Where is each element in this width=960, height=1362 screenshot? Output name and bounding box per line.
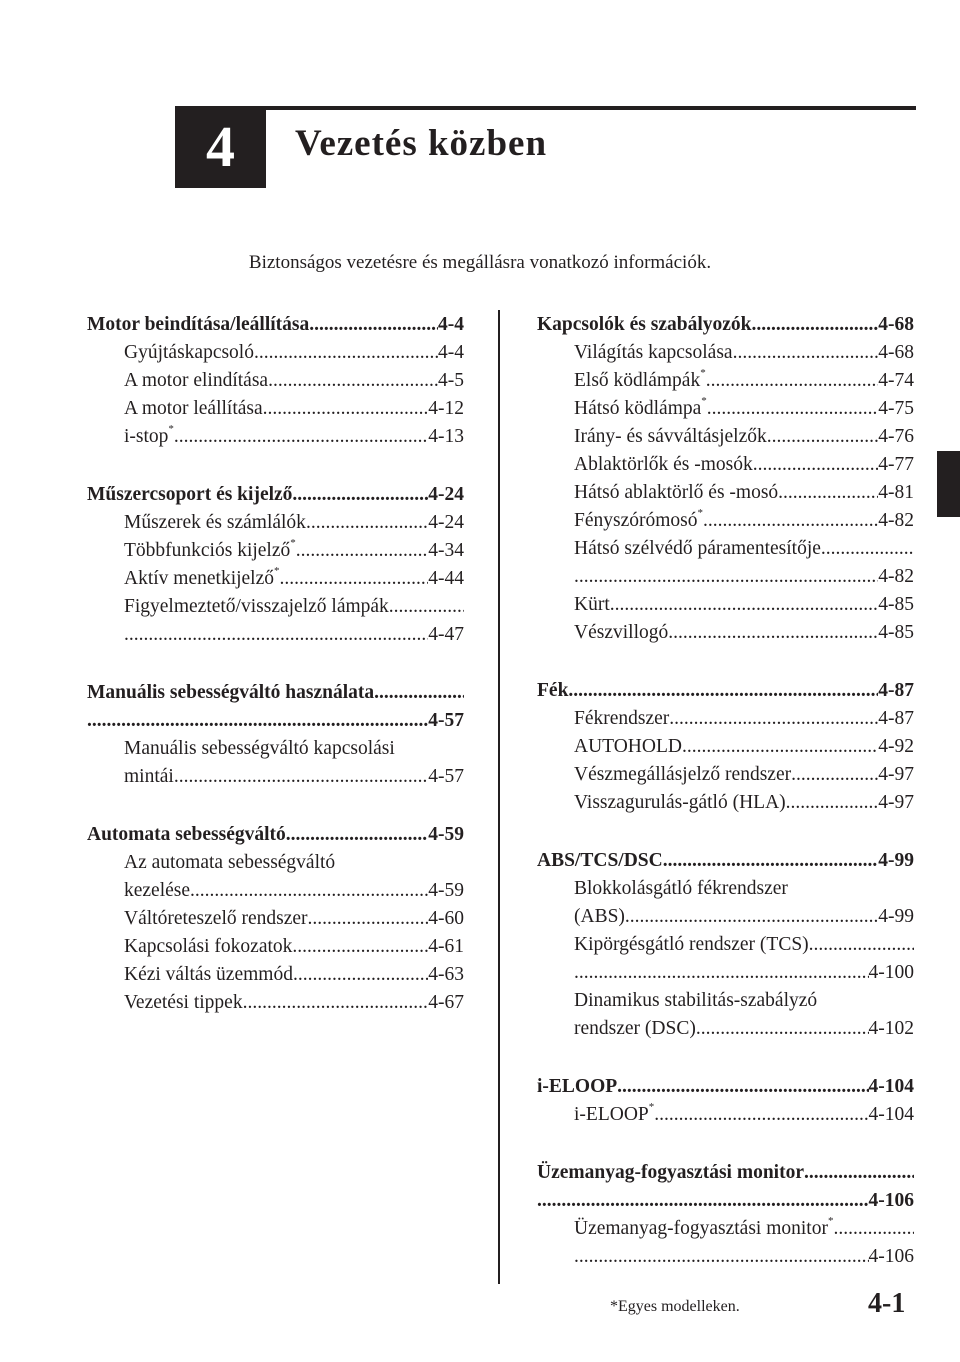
toc-section-fuel-monitor[interactable]: Üzemanyag-fogyasztási monitor ..... [537, 1159, 914, 1187]
toc-entry[interactable]: Ablaktörlők és -mosók ..... 4-77 [537, 451, 914, 479]
toc-section-manualis[interactable]: Manuális sebességváltó használata ..... [87, 679, 464, 707]
toc-entry[interactable]: Manuális sebességváltó kapcsolási [124, 738, 395, 759]
chapter-title: Vezetés közben [295, 123, 548, 164]
footnote-text: *Egyes modelleken. [610, 1298, 740, 1315]
chapter-number-box [175, 106, 266, 188]
toc-section-motor[interactable]: Motor beindítása/leállítása ..... 4-4 [87, 311, 464, 339]
toc-section-automata[interactable]: Automata sebességváltó ..... 4-59 [87, 821, 464, 849]
toc-entry[interactable]: A motor elindítása ..... 4-5 [87, 367, 464, 395]
toc-entry-continuation[interactable]: kezelése ..... 4-59 [87, 877, 464, 905]
toc-entry[interactable]: Az automata sebességváltó [124, 852, 336, 873]
footnote-mark: * [274, 565, 280, 577]
chapter-number: 4 [206, 114, 235, 179]
column-divider [498, 310, 500, 1284]
footnote-mark: * [827, 1215, 834, 1227]
toc-entry[interactable]: Figyelmeztető/visszajelző lámpák ..... [87, 593, 464, 621]
toc-entry-continuation[interactable]: mintái ..... 4-57 [87, 763, 464, 791]
toc-section-fuel-monitor-continuation[interactable]: ..... 4-106 [537, 1187, 914, 1215]
toc-entry[interactable]: Irány- és sávváltásjelzők ..... 4-76 [537, 423, 914, 451]
toc-entry[interactable]: Kürt ..... 4-85 [537, 591, 914, 619]
toc-entry[interactable]: Üzemanyag-fogyasztási monitor* ..... [537, 1215, 914, 1243]
toc-entry-continuation[interactable]: (ABS) ..... 4-99 [537, 903, 914, 931]
chapter-side-tab [937, 451, 960, 517]
toc-section-muszercsoport[interactable]: Műszercsoport és kijelző ..... 4-24 [87, 481, 464, 509]
toc-entry[interactable]: Blokkolásgátló fékrendszer [574, 878, 788, 899]
toc-entry[interactable]: i-stop* ..... 4-13 [87, 423, 464, 451]
toc-entry[interactable]: Műszerek és számlálók ..... 4-24 [87, 509, 464, 537]
toc-entry-continuation[interactable]: ..... 4-47 [87, 621, 464, 649]
toc-entry[interactable]: Hátsó ködlámpa* ..... 4-75 [537, 395, 914, 423]
footnote-mark: * [700, 367, 706, 379]
toc-entry[interactable]: AUTOHOLD ..... 4-92 [537, 733, 914, 761]
toc-entry-continuation[interactable]: ..... 4-106 [537, 1243, 914, 1271]
footnote-mark: * [168, 423, 174, 435]
toc-entry[interactable]: Hátsó ablaktörlő és -mosó ..... 4-81 [537, 479, 914, 507]
toc-right-column [537, 311, 914, 1271]
toc-entry[interactable]: Hátsó szélvédő páramentesítője ..... [537, 535, 914, 563]
toc-entry[interactable]: Visszagurulás-gátló (HLA) ..... 4-97 [537, 789, 914, 817]
toc-entry[interactable]: Vészmegállásjelző rendszer ..... 4-97 [537, 761, 914, 789]
page-number: 4-1 [868, 1288, 906, 1319]
toc-entry-continuation[interactable]: rendszer (DSC) ..... 4-102 [537, 1015, 914, 1043]
toc-entry[interactable]: A motor leállítása ..... 4-12 [87, 395, 464, 423]
toc-entry-continuation[interactable]: ..... 4-100 [537, 959, 914, 987]
chapter-subtitle: Biztonságos vezetésre és megállásra vonatkozó információk. [248, 252, 712, 273]
footnote-mark: * [290, 537, 296, 549]
toc-entry[interactable]: Világítás kapcsolása ..... 4-68 [537, 339, 914, 367]
toc-section-manualis-continuation[interactable]: ..... 4-57 [87, 707, 464, 735]
footnote-mark: * [648, 1101, 655, 1113]
toc-section-kapcsolok[interactable]: Kapcsolók és szabályozók ..... 4-68 [537, 311, 914, 339]
toc-entry[interactable]: Kézi váltás üzemmód ..... 4-63 [87, 961, 464, 989]
toc-section-abs-tcs-dsc[interactable]: ABS/TCS/DSC ..... 4-99 [537, 847, 914, 875]
footnote-mark: * [701, 395, 707, 407]
toc-entry[interactable]: Vészvillogó ..... 4-85 [537, 619, 914, 647]
toc-entry[interactable]: Fékrendszer ..... 4-87 [537, 705, 914, 733]
toc-entry[interactable]: Vezetési tippek ..... 4-67 [87, 989, 464, 1017]
toc-section-i-eloop[interactable]: i-ELOOP ..... 4-104 [537, 1073, 914, 1101]
toc-entry[interactable]: i-ELOOP* ..... 4-104 [537, 1101, 914, 1129]
toc-entry[interactable]: Aktív menetkijelző* ..... 4-44 [87, 565, 464, 593]
toc-section-fek[interactable]: Fék ..... 4-87 [537, 677, 914, 705]
toc-entry[interactable]: Fényszórómosó* ..... 4-82 [537, 507, 914, 535]
toc-entry[interactable]: Kipörgésgátló rendszer (TCS) ..... [537, 931, 914, 959]
toc-entry[interactable]: Többfunkciós kijelző* ..... 4-34 [87, 537, 464, 565]
footnote-mark: * [697, 507, 703, 519]
header-rule [266, 106, 916, 110]
toc-entry-continuation[interactable]: ..... 4-82 [537, 563, 914, 591]
toc-entry[interactable]: Váltóreteszelő rendszer ..... 4-60 [87, 905, 464, 933]
toc-entry[interactable]: Dinamikus stabilitás-szabályzó [574, 990, 818, 1011]
toc-entry[interactable]: Első ködlámpák* ..... 4-74 [537, 367, 914, 395]
toc-entry[interactable]: Gyújtáskapcsoló ..... 4-4 [87, 339, 464, 367]
toc-left-column [87, 311, 464, 1017]
toc-entry[interactable]: Kapcsolási fokozatok ..... 4-61 [87, 933, 464, 961]
